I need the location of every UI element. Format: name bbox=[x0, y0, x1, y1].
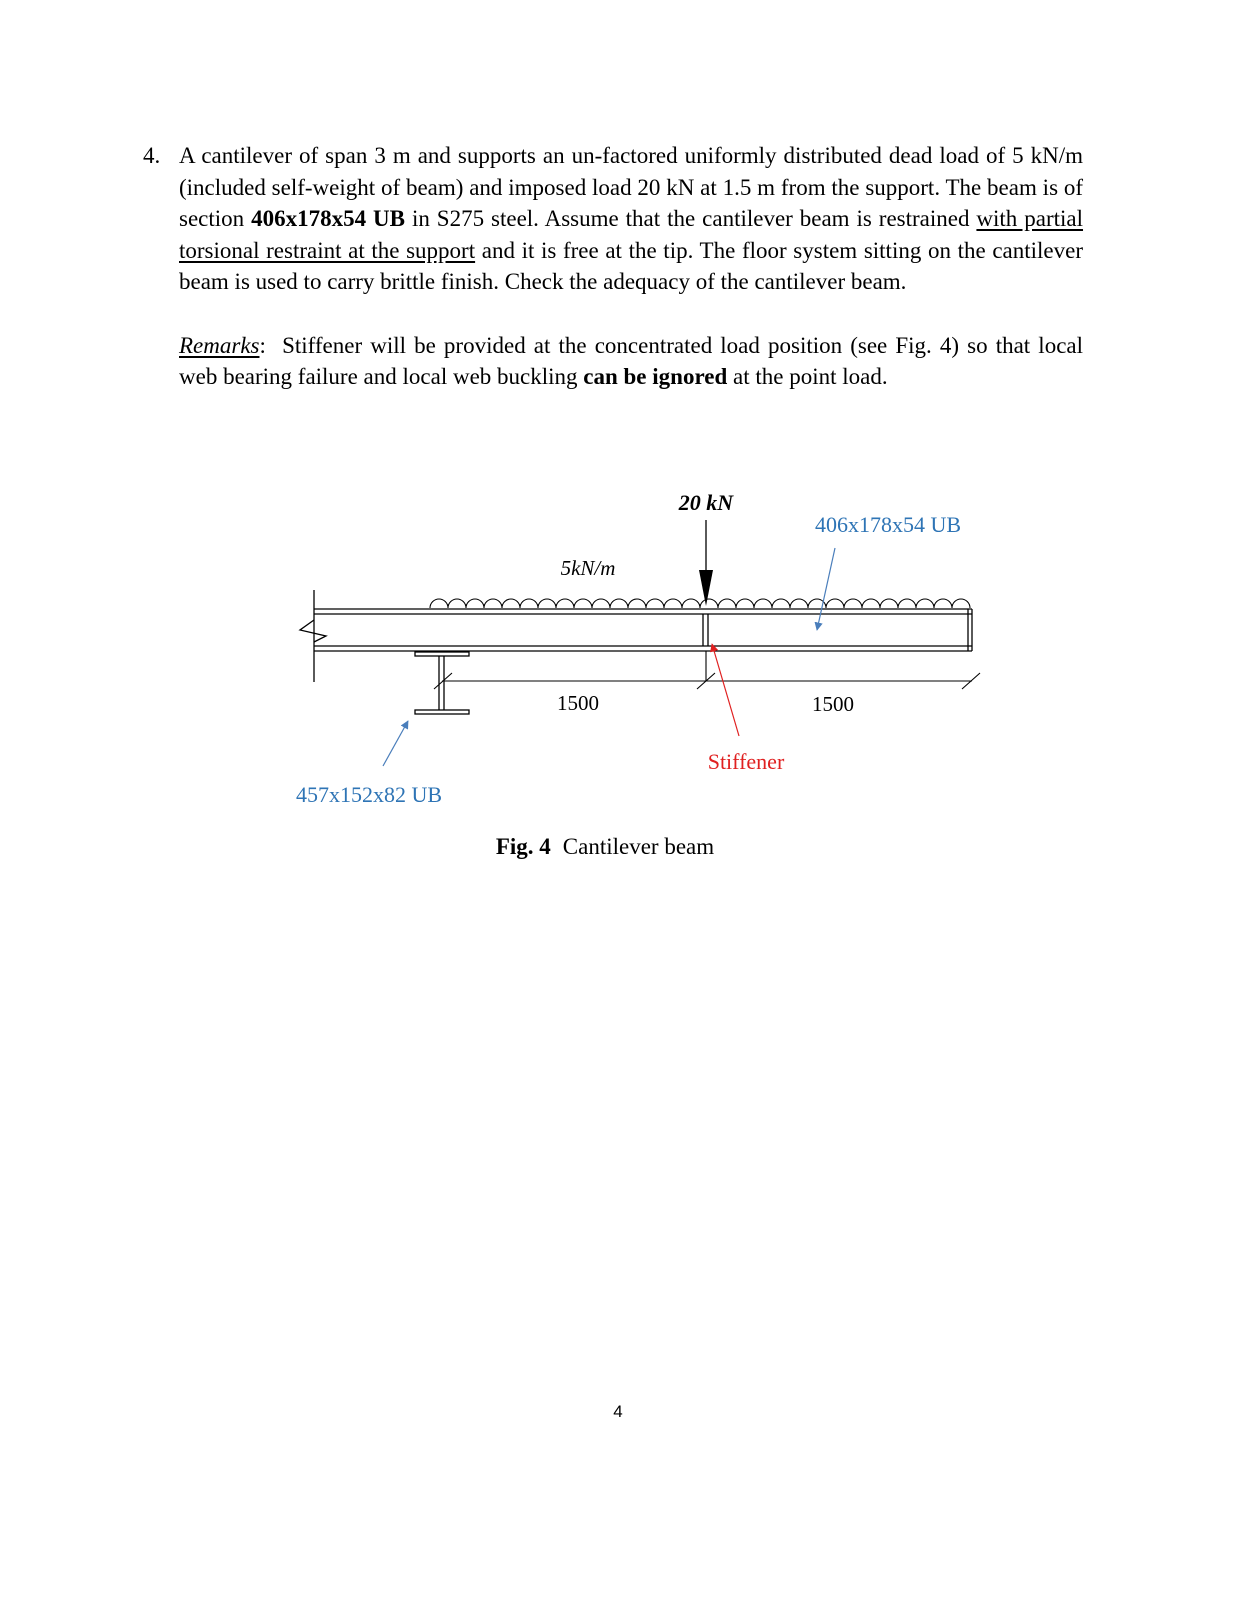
question-block bbox=[143, 140, 1089, 393]
remarks-label: Remarks bbox=[179, 332, 260, 358]
point-load-arrow bbox=[699, 520, 713, 606]
support-section-label: 457x152x82 UB bbox=[295, 782, 443, 807]
wall-support bbox=[300, 590, 326, 682]
beam-section-emphasis: 406x178x54 UB bbox=[251, 206, 406, 231]
beam-section-callout-arrow bbox=[817, 548, 835, 630]
stiffener-label: Stiffener bbox=[707, 749, 785, 774]
udl-label: 5kN/m bbox=[560, 556, 616, 580]
beam-section-label: 406x178x54 UB bbox=[814, 512, 962, 537]
question-text-part-1: A cantilever of span 3 m and supports an un-factored uniformly distributed dead load of 5 kN/m (included self-weight of beam) and imposed load 20 kN at 1.5 m from the support. The beam is of section bbox=[179, 143, 1083, 231]
remarks-bold: can be ignored bbox=[583, 364, 728, 389]
cantilever-beam bbox=[314, 609, 972, 651]
figure-caption-text: Cantilever beam bbox=[562, 834, 715, 859]
remarks-paragraph bbox=[179, 330, 1089, 393]
figure-caption-label: Fig. 4 bbox=[495, 834, 551, 859]
support-i-section bbox=[415, 652, 469, 714]
span-2-label: 1500 bbox=[812, 692, 854, 716]
question-text bbox=[179, 140, 1083, 298]
point-load-label: 20 kN bbox=[678, 490, 734, 515]
figure-caption bbox=[496, 834, 714, 859]
question-number: 4. bbox=[143, 143, 161, 168]
stiffener-plate bbox=[703, 614, 708, 646]
udl-scallops bbox=[430, 599, 970, 608]
remarks-text-part-1: Stiffener will be provided at the concentrated load position (see Fig. 4) so that local web bearing failure and local web buckling bbox=[179, 332, 1089, 389]
dimension-line bbox=[434, 651, 980, 689]
support-section-callout-arrow bbox=[383, 721, 408, 766]
question-text-part-3: in S275 steel. Assume that the cantilever beam is restrained bbox=[405, 206, 977, 231]
remarks-colon: : bbox=[259, 332, 266, 358]
question-text-part-5: and it is free at the tip. The floor system sitting on the cantilever beam is used to carry brittle finish. Check the adequacy of the cantilever beam. bbox=[179, 237, 1083, 294]
restraint-emphasis: with partial torsional restraint at the support bbox=[179, 206, 1084, 263]
page-number: 4 bbox=[613, 1402, 623, 1421]
stiffener-callout-arrow bbox=[712, 644, 739, 736]
remarks-text-part-2: at the point load. bbox=[727, 364, 888, 389]
span-1-label: 1500 bbox=[557, 691, 599, 715]
